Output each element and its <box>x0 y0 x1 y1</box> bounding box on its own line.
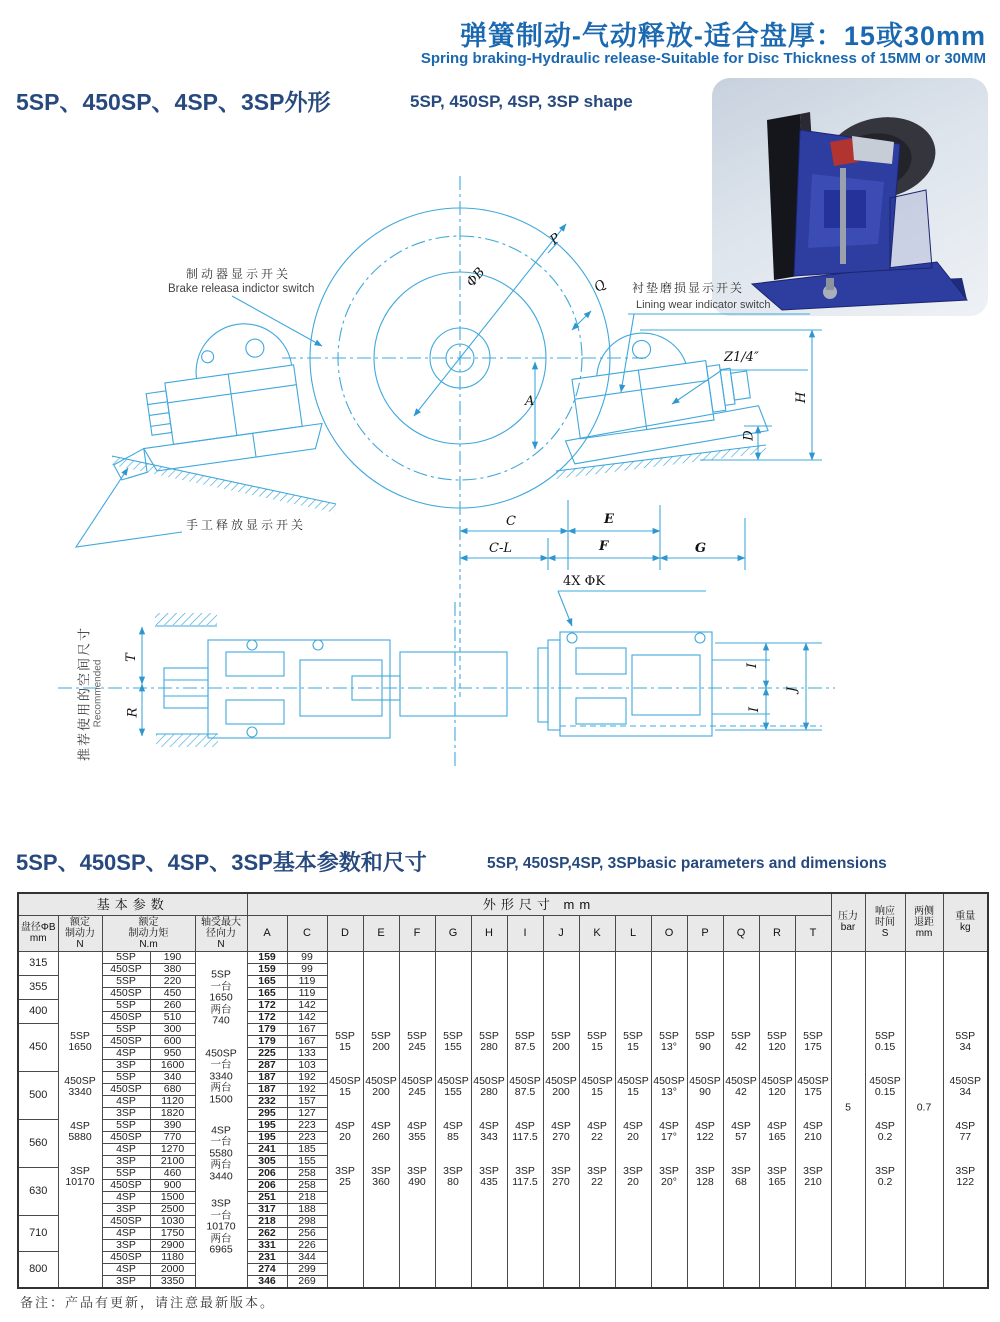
torque-cell: 1750 <box>150 1227 195 1239</box>
dim-i-lower: I <box>747 706 763 713</box>
weight-header: 重量 kg <box>943 893 988 951</box>
dim-letter-header: T <box>795 915 831 951</box>
dim-e-cell: 5SP 200 450SP 200 4SP 260 3SP 360 <box>363 951 399 1288</box>
dim-c-cell: 218 <box>287 1191 327 1203</box>
torque-cell: 460 <box>150 1167 195 1179</box>
brake-photo-illustration <box>712 78 988 316</box>
dim-a-cell: 225 <box>247 1047 287 1059</box>
dim-a-cell: 195 <box>247 1131 287 1143</box>
dim-o-cell: 5SP 13° 450SP 13° 4SP 17° 3SP 20° <box>651 951 687 1288</box>
left-assembly-plan <box>164 640 400 738</box>
model-cell: 3SP <box>102 1059 150 1071</box>
model-cell: 450SP <box>102 1011 150 1023</box>
torque-cell: 2000 <box>150 1263 195 1275</box>
model-cell: 5SP <box>102 1167 150 1179</box>
dim-c-cell: 127 <box>287 1107 327 1119</box>
dim-h: H <box>794 391 810 404</box>
pressure-cell: 5 <box>831 951 865 1288</box>
dim-t-cell: 5SP 175 450SP 175 4SP 210 3SP 210 <box>795 951 831 1288</box>
weight-cell: 5SP 34 450SP 34 4SP 77 3SP 122 <box>943 951 988 1288</box>
dim-a-cell: 295 <box>247 1107 287 1119</box>
dim-phi-b: ΦB <box>463 264 489 291</box>
torque-cell: 1030 <box>150 1215 195 1227</box>
force-header: 额定 制动力 N <box>58 915 102 951</box>
disc-size-cell: 315 <box>18 951 58 975</box>
dim-c-cell: 119 <box>287 975 327 987</box>
dim-i-upper: I <box>745 662 761 669</box>
dim-letter-header: F <box>399 915 435 951</box>
page-title-en: Spring braking-Hydraulic release-Suitable for Disc Thickness of 15MM or 30MM <box>420 50 986 67</box>
dim-c-cell: 258 <box>287 1167 327 1179</box>
model-cell: 4SP <box>102 1191 150 1203</box>
recommended-label-en: Recommended <box>92 659 104 728</box>
dim-letter-header: O <box>651 915 687 951</box>
footnote: 备注：产品有更新，请注意最新版本。 <box>20 1295 276 1310</box>
dim-a-cell: 206 <box>247 1179 287 1191</box>
disc-size-cell: 500 <box>18 1071 58 1119</box>
shape-section-title-en: 5SP, 450SP, 4SP, 3SP shape <box>410 92 633 111</box>
dim-p-cell: 5SP 90 450SP 90 4SP 122 3SP 128 <box>687 951 723 1288</box>
disc-size-cell: 450 <box>18 1023 58 1071</box>
dim-letter-header: I <box>507 915 543 951</box>
model-cell: 450SP <box>102 1251 150 1263</box>
dim-c-cell: 99 <box>287 951 327 963</box>
dim-letter-header: P <box>687 915 723 951</box>
lining-wear-label-zh: 衬垫磨损显示开关 <box>632 281 745 295</box>
dim-c-cell: 258 <box>287 1179 327 1191</box>
dim-c-cell: 269 <box>287 1275 327 1288</box>
dim-a-cell: 317 <box>247 1203 287 1215</box>
product-photo <box>712 78 988 316</box>
dim-letter-header: A <box>247 915 287 951</box>
dim-p: P <box>547 230 564 249</box>
torque-cell: 300 <box>150 1023 195 1035</box>
dim-c-cell: 119 <box>287 987 327 999</box>
model-cell: 4SP <box>102 1047 150 1059</box>
dim-i-cell: 5SP 87.5 450SP 87.5 4SP 117.5 3SP 117.5 <box>507 951 543 1288</box>
model-cell: 450SP <box>102 1083 150 1095</box>
manual-release-label-zh: 手工释放显示开关 <box>186 518 307 532</box>
torque-cell: 1600 <box>150 1059 195 1071</box>
dim-letter-header: D <box>327 915 363 951</box>
dim-c-l: C-L <box>489 541 512 556</box>
torque-cell: 220 <box>150 975 195 987</box>
torque-cell: 1270 <box>150 1143 195 1155</box>
brake-release-label-zh: 制动器显示开关 <box>186 267 292 281</box>
model-cell: 4SP <box>102 1263 150 1275</box>
dim-letter-header: C <box>287 915 327 951</box>
dim-a-cell: 187 <box>247 1083 287 1095</box>
dim-j-cell: 5SP 200 450SP 200 4SP 270 3SP 270 <box>543 951 579 1288</box>
dim-letter-header: Q <box>723 915 759 951</box>
dim-c-cell: 167 <box>287 1035 327 1047</box>
model-cell: 450SP <box>102 1179 150 1191</box>
dim-c-cell: 344 <box>287 1251 327 1263</box>
parameters-table <box>17 892 989 1289</box>
dim-a-cell: 251 <box>247 1191 287 1203</box>
dim-l-cell: 5SP 15 450SP 15 4SP 20 3SP 20 <box>615 951 651 1288</box>
right-caliper <box>552 317 769 464</box>
model-cell: 450SP <box>102 987 150 999</box>
dim-a-cell: 206 <box>247 1167 287 1179</box>
dim-f-cell: 5SP 245 450SP 245 4SP 355 3SP 490 <box>399 951 435 1288</box>
torque-cell: 950 <box>150 1047 195 1059</box>
disc-size-cell: 400 <box>18 999 58 1023</box>
dim-j: J <box>785 686 801 693</box>
dim-a-cell: 179 <box>247 1035 287 1047</box>
model-cell: 5SP <box>102 1023 150 1035</box>
torque-cell: 680 <box>150 1083 195 1095</box>
dim-c-cell: 256 <box>287 1227 327 1239</box>
torque-cell: 3350 <box>150 1275 195 1288</box>
dim-c-cell: 157 <box>287 1095 327 1107</box>
rated-force-cell: 5SP 1650 450SP 3340 4SP 5880 3SP 10170 <box>58 951 102 1288</box>
params-section-title-en: 5SP, 450SP,4SP, 3SPbasic parameters and dimensions <box>487 855 887 872</box>
dim-c-cell: 167 <box>287 1023 327 1035</box>
dim-a-cell: 346 <box>247 1275 287 1288</box>
dim-a: A <box>525 394 535 409</box>
model-cell: 3SP <box>102 1107 150 1119</box>
dim-a-cell: 231 <box>247 1251 287 1263</box>
table-row <box>18 951 988 963</box>
torque-cell: 390 <box>150 1119 195 1131</box>
torque-cell: 770 <box>150 1131 195 1143</box>
disc-size-cell: 710 <box>18 1215 58 1251</box>
dim-letter-header: G <box>435 915 471 951</box>
dim-q-cell: 5SP 42 450SP 42 4SP 57 3SP 68 <box>723 951 759 1288</box>
torque-cell: 2100 <box>150 1155 195 1167</box>
dim-letter-header: E <box>363 915 399 951</box>
torque-header: 额定 制动力矩 N.m <box>102 915 195 951</box>
dim-r: R <box>125 707 141 718</box>
torque-cell: 1820 <box>150 1107 195 1119</box>
ground-hatch <box>112 445 766 513</box>
response-cell: 5SP 0.15 450SP 0.15 4SP 0.2 3SP 0.2 <box>865 951 905 1288</box>
dim-a-cell: 159 <box>247 963 287 975</box>
dim-letter-header: L <box>615 915 651 951</box>
model-cell: 4SP <box>102 1143 150 1155</box>
dim-a-cell: 165 <box>247 975 287 987</box>
torque-cell: 190 <box>150 951 195 963</box>
brake-release-label-en: Brake releasa indictor switch <box>168 283 315 295</box>
shape-section-title-zh: 5SP、450SP、4SP、3SP外形 <box>16 89 331 115</box>
dim-q: Q <box>591 277 610 296</box>
dim-letter-header: H <box>471 915 507 951</box>
model-cell: 5SP <box>102 1071 150 1083</box>
dim-t: T <box>123 653 139 662</box>
front-view <box>76 176 822 700</box>
bottom-view <box>58 591 835 768</box>
dim-g-cell: 5SP 155 450SP 155 4SP 85 3SP 80 <box>435 951 471 1288</box>
dim-c-cell: 223 <box>287 1131 327 1143</box>
dim-c: C <box>506 514 516 529</box>
dim-e: E <box>604 512 614 527</box>
model-cell: 450SP <box>102 1215 150 1227</box>
model-cell: 450SP <box>102 1035 150 1047</box>
radial-header: 轴受最大 径向力 N <box>195 915 247 951</box>
dim-c-cell: 192 <box>287 1071 327 1083</box>
dim-c-cell: 185 <box>287 1143 327 1155</box>
dim-k-cell: 5SP 15 450SP 15 4SP 22 3SP 22 <box>579 951 615 1288</box>
torque-cell: 900 <box>150 1179 195 1191</box>
dim-a-cell: 179 <box>247 1023 287 1035</box>
dim-c-cell: 142 <box>287 999 327 1011</box>
dim-c-cell: 188 <box>287 1203 327 1215</box>
dim-a-cell: 262 <box>247 1227 287 1239</box>
model-cell: 5SP <box>102 1119 150 1131</box>
model-cell: 3SP <box>102 1155 150 1167</box>
thread-label: Z1/4″ <box>724 350 759 365</box>
model-cell: 3SP <box>102 1203 150 1215</box>
torque-cell: 1180 <box>150 1251 195 1263</box>
model-cell: 450SP <box>102 963 150 975</box>
disc-size-cell: 560 <box>18 1119 58 1167</box>
dim-c-cell: 103 <box>287 1059 327 1071</box>
torque-cell: 600 <box>150 1035 195 1047</box>
dim-c-cell: 155 <box>287 1155 327 1167</box>
torque-cell: 340 <box>150 1071 195 1083</box>
dim-a-cell: 159 <box>247 951 287 963</box>
torque-cell: 260 <box>150 999 195 1011</box>
basic-params-header: 基本参数 <box>18 893 247 915</box>
model-cell: 4SP <box>102 1095 150 1107</box>
model-cell: 5SP <box>102 951 150 963</box>
model-cell: 3SP <box>102 1239 150 1251</box>
pressure-header: 压力 bar <box>831 893 865 951</box>
dim-c-cell: 299 <box>287 1263 327 1275</box>
model-cell: 5SP <box>102 975 150 987</box>
dim-c-cell: 133 <box>287 1047 327 1059</box>
model-cell: 4SP <box>102 1227 150 1239</box>
torque-cell: 2900 <box>150 1239 195 1251</box>
disc-size-cell: 800 <box>18 1251 58 1288</box>
torque-cell: 1500 <box>150 1191 195 1203</box>
torque-cell: 450 <box>150 987 195 999</box>
model-cell: 450SP <box>102 1131 150 1143</box>
right-assembly-plan <box>538 632 822 736</box>
dim-g: G <box>695 541 707 556</box>
dim-r-cell: 5SP 120 450SP 120 4SP 165 3SP 165 <box>759 951 795 1288</box>
dim-c-cell: 298 <box>287 1215 327 1227</box>
dim-a-cell: 172 <box>247 1011 287 1023</box>
page-title-zh: 弹簧制动-气动释放-适合盘厚：15或30mm <box>459 21 986 51</box>
recommended-label-zh: 推荐使用的空间尺寸 <box>76 626 92 762</box>
bolt-holes-label: 4X ΦK <box>563 574 606 589</box>
clearance-header: 两侧 退距 mm <box>905 893 943 951</box>
dim-a-cell: 305 <box>247 1155 287 1167</box>
dim-letter-header: R <box>759 915 795 951</box>
parameters-table-wrap <box>17 892 989 1289</box>
model-cell: 5SP <box>102 999 150 1011</box>
dim-a-cell: 241 <box>247 1143 287 1155</box>
params-section-title-zh: 5SP、450SP、4SP、3SP基本参数和尺寸 <box>16 850 427 875</box>
lining-wear-label-en: Lining wear indicator switch <box>636 299 771 311</box>
dim-a-cell: 165 <box>247 987 287 999</box>
dim-f: F <box>599 539 609 554</box>
dim-c-cell: 142 <box>287 1011 327 1023</box>
dim-c-cell: 192 <box>287 1083 327 1095</box>
dim-a-cell: 274 <box>247 1263 287 1275</box>
disc-size-cell: 355 <box>18 975 58 999</box>
disc-size-cell: 630 <box>18 1167 58 1215</box>
model-cell: 3SP <box>102 1275 150 1288</box>
disc-header: 盘径ΦB mm <box>18 915 58 951</box>
dim-a-cell: 195 <box>247 1119 287 1131</box>
dim-a-cell: 232 <box>247 1095 287 1107</box>
torque-cell: 380 <box>150 963 195 975</box>
dim-h-cell: 5SP 280 450SP 280 4SP 343 3SP 435 <box>471 951 507 1288</box>
dim-a-cell: 287 <box>247 1059 287 1071</box>
dim-d: D <box>741 430 757 441</box>
response-header: 响应 时间 S <box>865 893 905 951</box>
dim-c-cell: 223 <box>287 1119 327 1131</box>
dim-c-cell: 99 <box>287 963 327 975</box>
dim-a-cell: 187 <box>247 1071 287 1083</box>
torque-cell: 510 <box>150 1011 195 1023</box>
dim-letter-header: K <box>579 915 615 951</box>
radial-force-cell: 5SP 一台 1650 两台 740 450SP 一台 3340 两台 1500 4SP 一台 5580 两台 3440 3SP 一台 10170 两台 6965 <box>195 951 247 1288</box>
dim-a-cell: 218 <box>247 1215 287 1227</box>
dim-c-cell: 226 <box>287 1239 327 1251</box>
dim-a-cell: 172 <box>247 999 287 1011</box>
dim-d-cell: 5SP 15 450SP 15 4SP 20 3SP 25 <box>327 951 363 1288</box>
outline-dims-header: 外形尺寸 mm <box>247 893 831 915</box>
torque-cell: 2500 <box>150 1203 195 1215</box>
disc-circles <box>282 176 648 700</box>
torque-cell: 1120 <box>150 1095 195 1107</box>
dim-letter-header: J <box>543 915 579 951</box>
left-caliper <box>97 315 326 481</box>
clearance-cell: 0.7 <box>905 951 943 1288</box>
dim-a-cell: 331 <box>247 1239 287 1251</box>
